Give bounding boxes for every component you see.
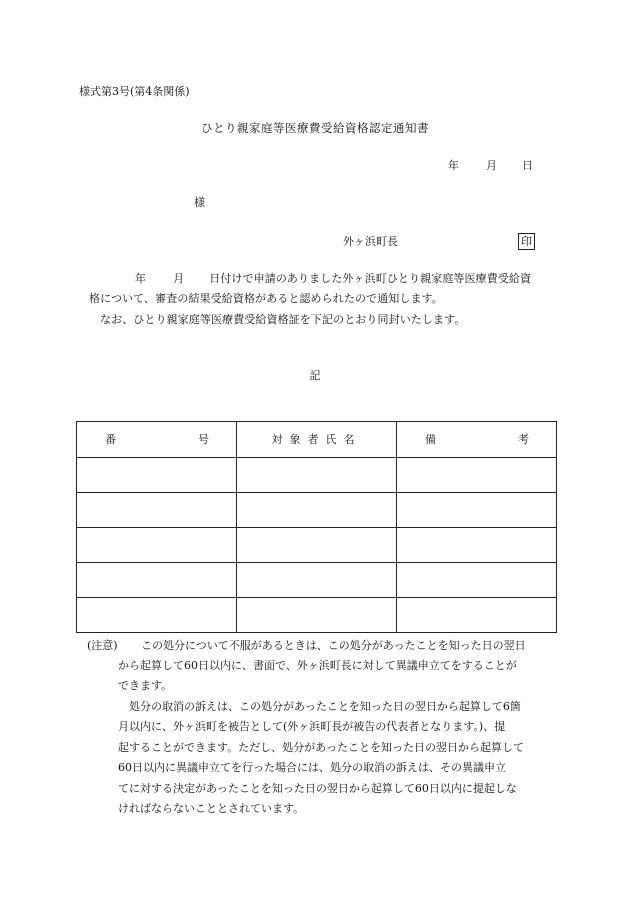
table-row bbox=[77, 563, 557, 598]
name-cell bbox=[237, 493, 397, 528]
header-name: 対象者氏名 bbox=[237, 422, 397, 458]
header-number: 番 号 bbox=[77, 422, 237, 458]
recipient-table bbox=[76, 421, 557, 633]
number-cell bbox=[77, 598, 237, 633]
body-year: 年 bbox=[135, 272, 147, 285]
remarks-cell bbox=[397, 458, 557, 493]
name-cell bbox=[237, 563, 397, 598]
body-line-1 bbox=[135, 273, 531, 284]
note-line: ければならないこととされています。 bbox=[118, 802, 305, 815]
body-line-3: なお、ひとり親家庭等医療費受給資格証を下記のとおり同封いたします。 bbox=[100, 313, 466, 326]
seal-mark: 印 bbox=[518, 233, 535, 250]
date-month: 月 bbox=[486, 159, 497, 172]
number-cell bbox=[77, 493, 237, 528]
name-cell bbox=[237, 458, 397, 493]
table-row bbox=[77, 458, 557, 493]
remarks-cell bbox=[397, 493, 557, 528]
document-title: ひとり親家庭等医療費受給資格認定通知書 bbox=[201, 121, 429, 135]
body-month: 月 bbox=[173, 272, 185, 285]
body-line-2: 格について、審査の結果受給資格があると認められたので通知します。 bbox=[89, 292, 443, 305]
header-remarks: 備 考 bbox=[397, 422, 557, 458]
number-cell bbox=[77, 528, 237, 563]
table-row bbox=[77, 493, 557, 528]
issuer-name: 外ヶ浜町長 bbox=[343, 235, 398, 248]
date-year: 年 bbox=[448, 159, 459, 172]
note-line: この処分について不服があるときは、この処分があったことを知った日の翌日 bbox=[141, 639, 526, 652]
table-header-row bbox=[77, 422, 557, 458]
note-line: 起することができます。ただし、処分があったことを知った日の翌日から起算して bbox=[118, 741, 525, 754]
remarks-cell bbox=[397, 563, 557, 598]
note-line: 月以内に、外ヶ浜町を被告として(外ヶ浜町長が被告の代表者となります。)、提 bbox=[118, 720, 506, 733]
ki-heading: 記 bbox=[309, 369, 321, 382]
name-cell bbox=[237, 598, 397, 633]
recipient-honorific: 様 bbox=[194, 196, 205, 209]
note-line: 処分の取消の訴えは、この処分があったことを知った日の翌日から起算して6箇 bbox=[129, 700, 521, 713]
number-cell bbox=[77, 563, 237, 598]
note-line: 60日以内に異議申立てを行った場合には、処分の取消の訴えは、その異議申立 bbox=[118, 761, 506, 774]
name-cell bbox=[237, 528, 397, 563]
note-line: てに対する決定があったことを知った日の翌日から起算して60日以内に提起しな bbox=[118, 782, 517, 795]
form-number: 様式第3号(第4条関係) bbox=[79, 85, 190, 98]
note-line: から起算して60日以内に、書面で、外ヶ浜町長に対して異議申立てをすることが bbox=[118, 659, 517, 672]
body-line-1-text: 日付けで申請のありました外ヶ浜町ひとり親家庭等医療費受給資 bbox=[209, 272, 532, 285]
remarks-cell bbox=[397, 528, 557, 563]
table-row bbox=[77, 528, 557, 563]
table-row bbox=[77, 598, 557, 633]
number-cell bbox=[77, 458, 237, 493]
remarks-cell bbox=[397, 598, 557, 633]
note-line: できます。 bbox=[118, 679, 173, 692]
date-day: 日 bbox=[522, 159, 533, 172]
note-label: (注意) bbox=[87, 639, 118, 652]
